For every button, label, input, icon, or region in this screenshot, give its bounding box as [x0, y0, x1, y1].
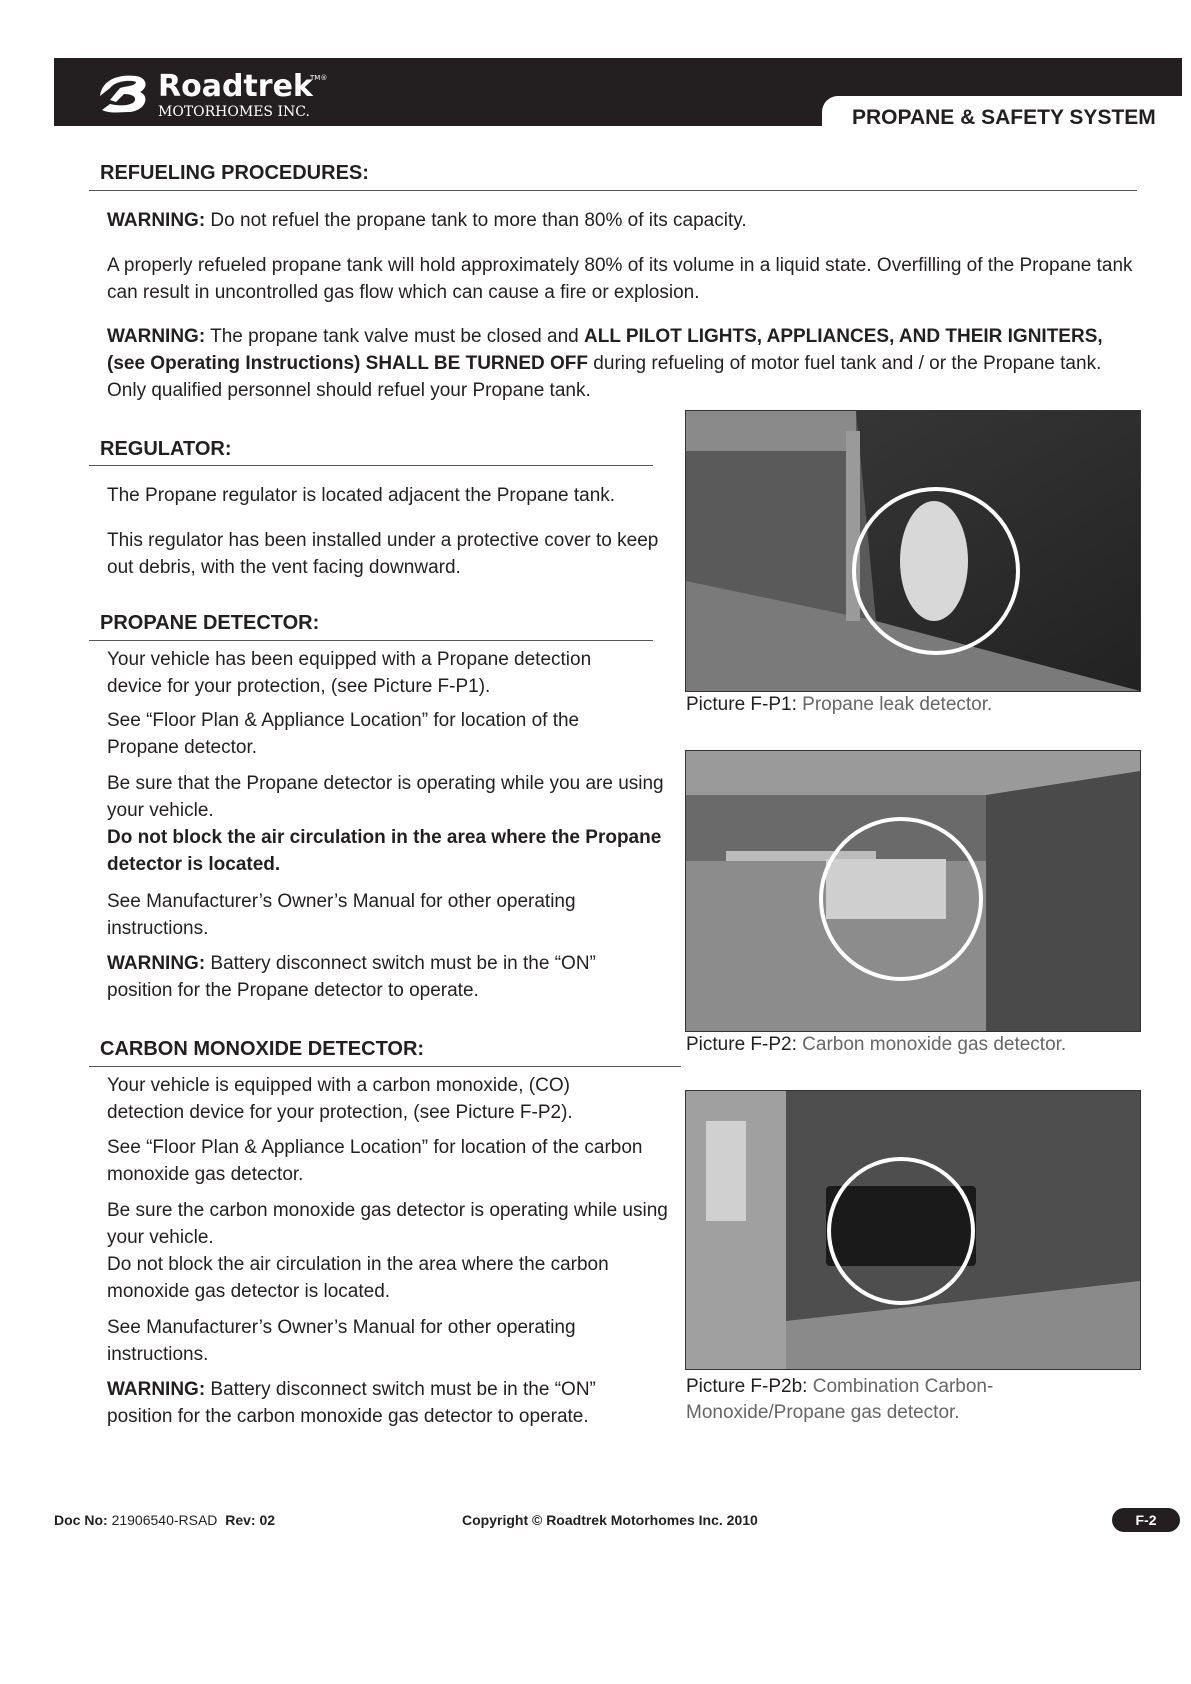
caption-f-p2: Picture F-P2: Carbon monoxide gas detector. — [686, 1034, 1067, 1055]
co-detector-heading: CARBON MONOXIDE DETECTOR: — [100, 1038, 425, 1060]
propane-p4: See Manufacturer’s Owner’s Manual for other operating instructions. — [107, 891, 576, 939]
regulator-rule — [89, 465, 653, 466]
section-title: PROPANE & SAFETY SYSTEM — [852, 106, 1156, 129]
propane-detector-rule — [89, 640, 653, 641]
co-detector-rule — [89, 1066, 681, 1067]
footer-doc-info: Doc No: 21906540-RSAD Rev: 02 — [54, 1512, 276, 1528]
regulator-p1: The Propane regulator is located adjacent the Propane tank. — [107, 485, 616, 506]
propane-p2: See “Floor Plan & Appliance Location” for location of the Propane detector. — [107, 710, 580, 758]
svg-text:TM®: TM® — [310, 74, 328, 82]
regulator-p2: This regulator has been installed under a protective cover to keep out debris, with the vent facing downward. — [107, 530, 659, 578]
refueling-paragraph: A properly refueled propane tank will hold approximately 80% of its volume in a liquid state. Overfilling of the Propane tank can result in uncontrolled gas flow which can cause a fire or explosion. — [107, 255, 1133, 303]
regulator-heading: REGULATOR: — [100, 438, 232, 460]
section-tab — [822, 96, 1182, 140]
refueling-warning-2: WARNING: The propane tank valve must be closed and ALL PILOT LIGHTS, APPLIANCES, AND THEIR IGNITERS, (see Operating Instructions) SHALL BE TURNED OFF during refueling of motor fuel tank and / or the Propane tank. Only qualified personnel should refuel your Propane tank. — [107, 326, 1103, 401]
footer-copyright: Copyright © Roadtrek Motorhomes Inc. 2010 — [462, 1512, 758, 1528]
co-p1: Your vehicle is equipped with a carbon monoxide, (CO) detection device for your protection, (see Picture F-P2). — [107, 1075, 573, 1123]
refueling-heading: REFUELING PROCEDURES: — [100, 162, 369, 184]
svg-text:Roadtrek: Roadtrek — [158, 69, 313, 104]
roadtrek-logo — [96, 66, 336, 122]
propane-p3: Be sure that the Propane detector is operating while you are using your vehicle. Do not block the air circulation in the area where the Propane detector is located. — [107, 773, 664, 875]
photo-propane-leak-detector — [685, 410, 1141, 692]
svg-text:MOTORHOMES INC.: MOTORHOMES INC. — [158, 104, 310, 120]
refueling-rule — [89, 190, 1137, 191]
photo-combination-detector — [685, 1090, 1141, 1370]
co-p2: See “Floor Plan & Appliance Location” for location of the carbon monoxide gas detector. — [107, 1137, 643, 1185]
propane-detector-heading: PROPANE DETECTOR: — [100, 612, 320, 634]
co-warning: WARNING: Battery disconnect switch must be in the “ON” position for the carbon monoxide gas detector to operate. — [107, 1379, 596, 1427]
refueling-warning-1: WARNING: Do not refuel the propane tank to more than 80% of its capacity. — [107, 210, 747, 231]
propane-warning: WARNING: Battery disconnect switch must be in the “ON” position for the Propane detector to operate. — [107, 953, 596, 1001]
co-p4: See Manufacturer’s Owner’s Manual for other operating instructions. — [107, 1317, 576, 1365]
caption-f-p1: Picture F-P1: Propane leak detector. — [686, 694, 993, 715]
photo-co-gas-detector — [685, 750, 1141, 1032]
caption-f-p2b: Picture F-P2b: Combination Carbon-Monoxide/Propane gas detector. — [686, 1376, 994, 1423]
page-number-badge: F-2 — [1112, 1508, 1180, 1532]
propane-p1: Your vehicle has been equipped with a Propane detection device for your protection, (see Picture F-P1). — [107, 649, 592, 697]
co-p3: Be sure the carbon monoxide gas detector is operating while using your vehicle. Do not block the air circulation in the area where the carbon monoxide gas detector is located. — [107, 1200, 668, 1302]
